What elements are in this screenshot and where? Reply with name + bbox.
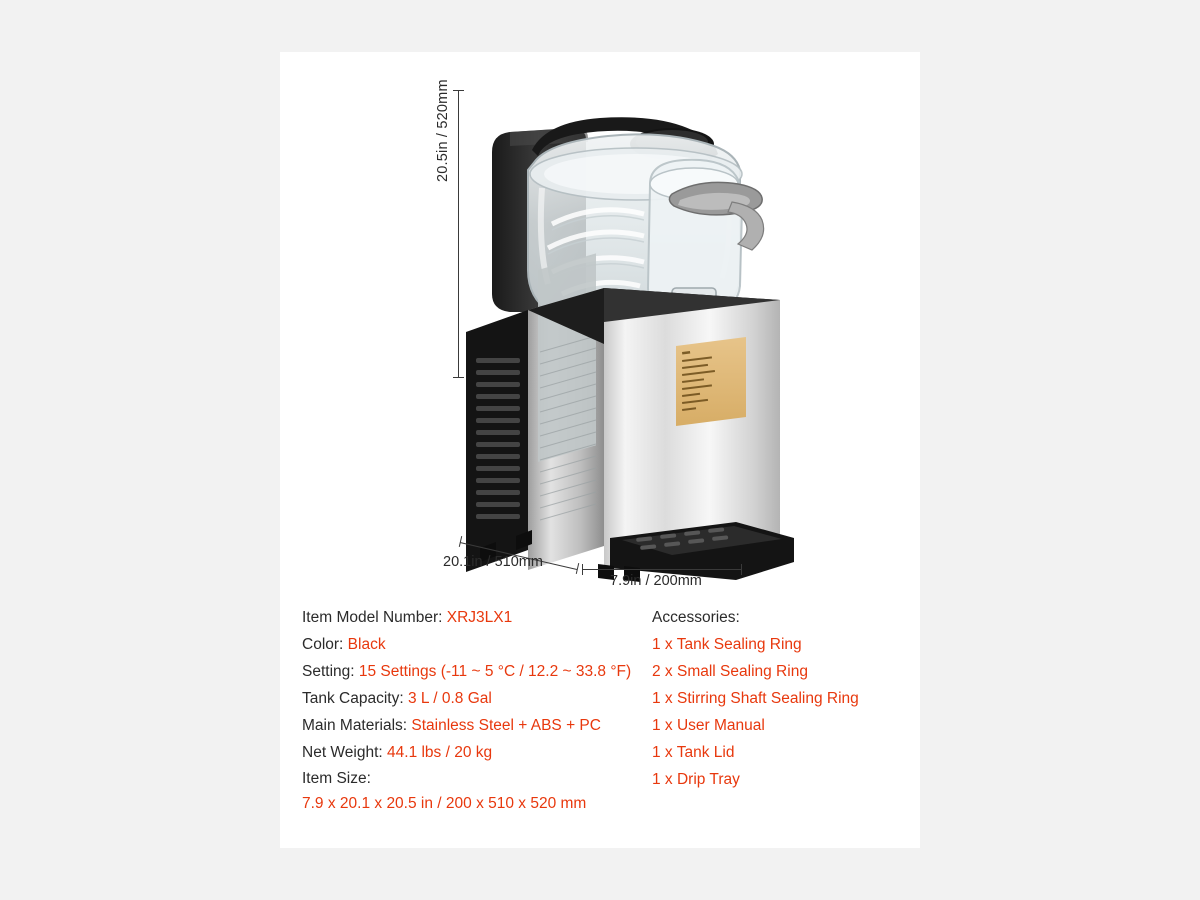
product-spec-card (280, 52, 920, 848)
accessories-column (652, 592, 898, 832)
width-tick-start (582, 564, 583, 575)
spec-row (302, 712, 652, 739)
list-item: 1 x Drip Tray (652, 771, 740, 788)
specification-panel (302, 592, 898, 832)
slush-machine-illustration (280, 52, 920, 592)
width-tick-end (741, 564, 742, 575)
width-dimension-label: 7.9in / 200mm (610, 573, 702, 589)
list-item: 1 x Stirring Shaft Sealing Ring (652, 690, 859, 707)
spec-value-item-size: 7.9 x 20.1 x 20.5 in / 200 x 510 x 520 mm (302, 795, 587, 812)
list-item: 2 x Small Sealing Ring (652, 663, 808, 680)
spec-row (302, 685, 652, 712)
height-dimension-line (458, 90, 459, 378)
spec-label-main-materials: Main Materials: (302, 717, 408, 734)
spec-value-net-weight: 44.1 lbs / 20 kg (387, 744, 493, 761)
spec-label-setting: Setting: (302, 663, 355, 680)
specs-column (302, 592, 652, 832)
list-item: 1 x User Manual (652, 717, 765, 734)
spec-value-main-materials: Stainless Steel + ABS + PC (411, 717, 601, 734)
height-dimension-label: 20.5in / 520mm (435, 79, 451, 182)
spec-row (302, 631, 652, 658)
spec-value-tank-capacity: 3 L / 0.8 Gal (407, 690, 492, 707)
spec-label-item-size: Item Size: (302, 770, 371, 787)
accessories-title: Accessories: (652, 609, 740, 626)
spec-value-setting: 15 Settings (-11 ~ 5 °C / 12.2 ~ 33.8 °F) (358, 663, 632, 680)
spec-value-color: Black (347, 636, 386, 653)
spec-label-tank-capacity: Tank Capacity: (302, 690, 404, 707)
spec-row (302, 604, 652, 631)
spec-row (302, 658, 652, 685)
spec-row-item-size (302, 766, 652, 816)
spec-value-model: XRJ3LX1 (446, 609, 513, 626)
product-illustration (280, 52, 920, 592)
width-dimension-line (582, 569, 742, 570)
spec-label-color: Color: (302, 636, 344, 653)
spec-label-net-weight: Net Weight: (302, 744, 383, 761)
list-item: 1 x Tank Sealing Ring (652, 636, 802, 653)
spec-row (302, 739, 652, 766)
spec-label-model: Item Model Number: (302, 609, 443, 626)
depth-dimension-label: 20.1in / 510mm (443, 554, 543, 570)
list-item: 1 x Tank Lid (652, 744, 735, 761)
